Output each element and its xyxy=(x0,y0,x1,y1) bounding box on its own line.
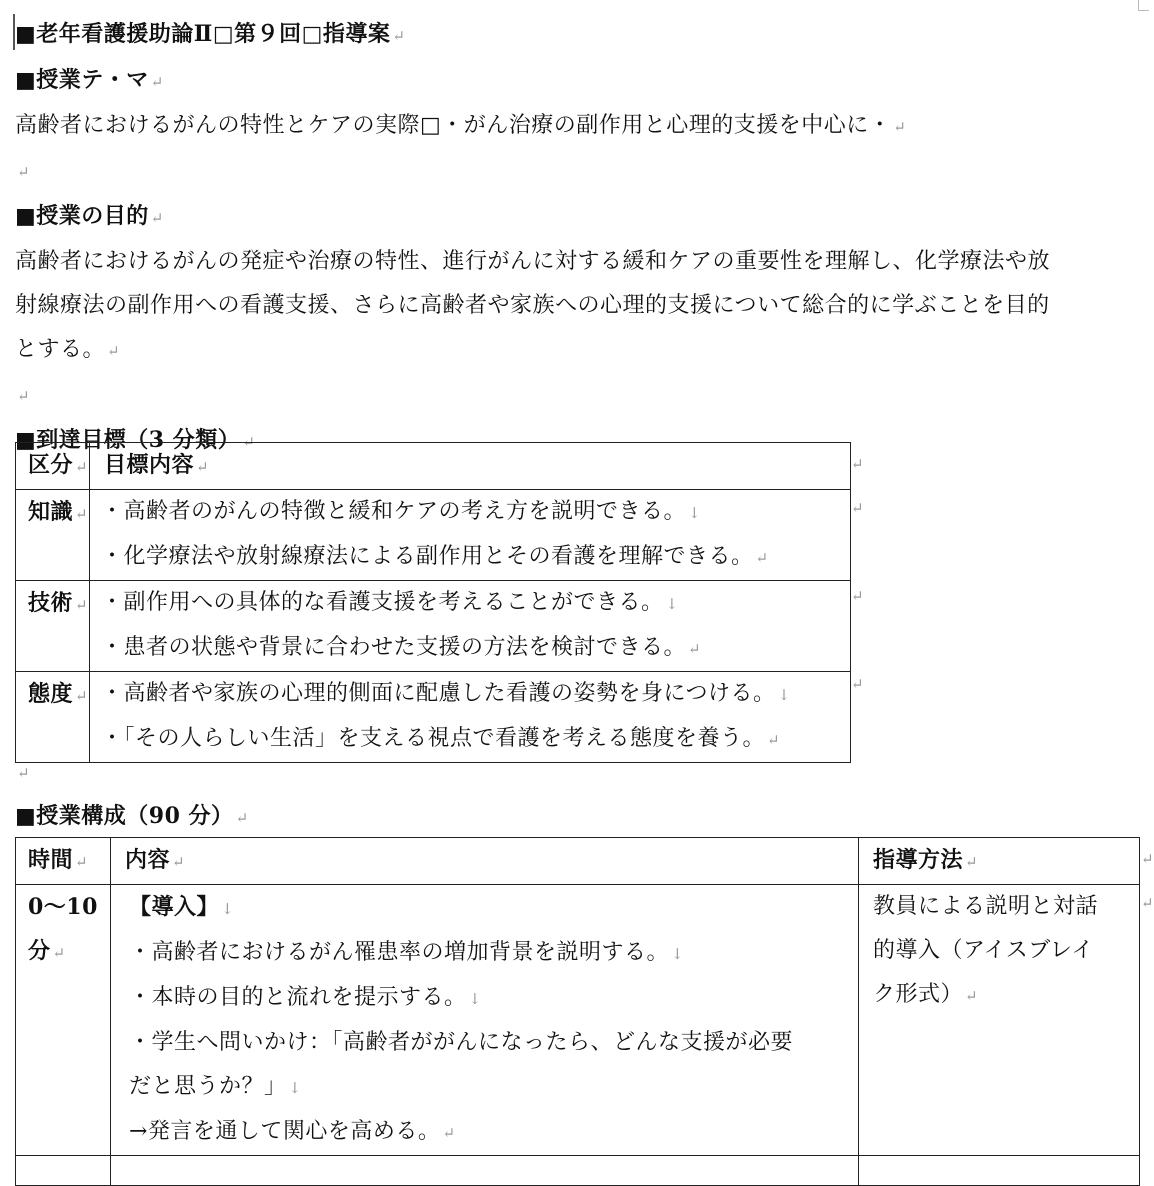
page-corner-mark xyxy=(1138,0,1149,11)
structure-header-content: 内容 ↵ xyxy=(111,838,859,885)
structure-header-method: 指導方法 ↵ xyxy=(859,838,1140,885)
goals-category: 技術 ↵ xyxy=(16,581,90,672)
purpose-line-1: 高齢者におけるがんの発症や治療の特性、進行がんに対する緩和ケアの重要性を理解し、化学療法や放 xyxy=(15,249,1051,274)
document-title: ■老年看護援助論Ⅱ□第９回□指導案 ↵ xyxy=(15,21,406,47)
goals-items: ・高齢者や家族の心理的側面に配慮した看護の姿勢を身につける。 ↓ ・「その人らしい生活」を支える視点で看護を考える態度を養う。 ↵ xyxy=(90,672,851,763)
theme-text: 高齢者におけるがんの特性とケアの実際□・がん治療の副作用と心理的支援を中心に・ ↵ xyxy=(15,113,907,138)
table-row xyxy=(16,885,1140,1156)
table-row xyxy=(16,1156,1140,1186)
structure-method-cell: 教員による説明と対話 的導入（アイスブレイ ク形式） ↵ xyxy=(859,885,1140,1156)
table-row xyxy=(16,581,851,672)
document-body[interactable] xyxy=(15,12,1151,464)
goals-heading: ■到達目標（3 分類） ↵ xyxy=(15,427,256,453)
goals-category: 態度 ↵ xyxy=(16,672,90,763)
structure-table[interactable] xyxy=(15,837,1140,1186)
row-end-mark: ↵ xyxy=(1141,850,1154,868)
structure-table-header-row xyxy=(16,838,1140,885)
empty-paragraph: ↵ xyxy=(17,387,31,405)
goals-table-header-row xyxy=(16,443,851,490)
purpose-heading: ■授業の目的 ↵ xyxy=(15,203,164,229)
table-row xyxy=(16,672,851,763)
row-end-mark: ↵ xyxy=(851,675,864,693)
row-end-mark: ↵ xyxy=(851,587,864,605)
goals-header-content: 目標内容 ↵ xyxy=(90,443,851,490)
theme-heading: ■授業テ・マ ↵ xyxy=(15,67,164,93)
empty-paragraph: ↵ xyxy=(17,163,31,181)
goals-items: ・副作用への具体的な看護支援を考えることができる。 ↓ ・患者の状態や背景に合わせた支援の方法を検討できる。 ↵ xyxy=(90,581,851,672)
goals-items: ・高齢者のがんの特徴と緩和ケアの考え方を説明できる。 ↓ ・化学療法や放射線療法による副作用とその看護を理解できる。 ↵ xyxy=(90,490,851,581)
structure-time-cell: 0～10 分 ↵ xyxy=(16,885,111,1156)
goals-table[interactable] xyxy=(15,442,851,763)
row-end-mark: ↵ xyxy=(851,455,864,473)
structure-header-time: 時間 ↵ xyxy=(16,838,111,885)
structure-method-cell xyxy=(859,1156,1140,1186)
empty-paragraph: ↵ xyxy=(17,764,31,782)
purpose-line-3: とする。 ↵ xyxy=(15,337,121,362)
structure-content-cell xyxy=(111,1156,859,1186)
goals-header-category: 区分 ↵ xyxy=(16,443,90,490)
table-row xyxy=(16,490,851,581)
structure-time-cell xyxy=(16,1156,111,1186)
row-end-mark: ↵ xyxy=(1141,894,1154,912)
structure-content-cell: 【導入】 ↓ ・高齢者におけるがん罹患率の増加背景を説明する。 ↓ ・本時の目的と流れを提示する。 ↓ ・学生へ問いかけ：「高齢者ががんになったら、どんな支援が必要 だと思うか？」 ↓ →発言を通して関心を高める。 ↵ xyxy=(111,885,859,1156)
purpose-line-2: 射線療法の副作用への看護支援、さらに高齢者や家族への心理的支援について総合的に学ぶことを目的 xyxy=(15,293,1050,318)
structure-heading: ■授業構成（90 分） ↵ xyxy=(15,803,249,829)
goals-category: 知識 ↵ xyxy=(16,490,90,581)
row-end-mark: ↵ xyxy=(851,499,864,517)
